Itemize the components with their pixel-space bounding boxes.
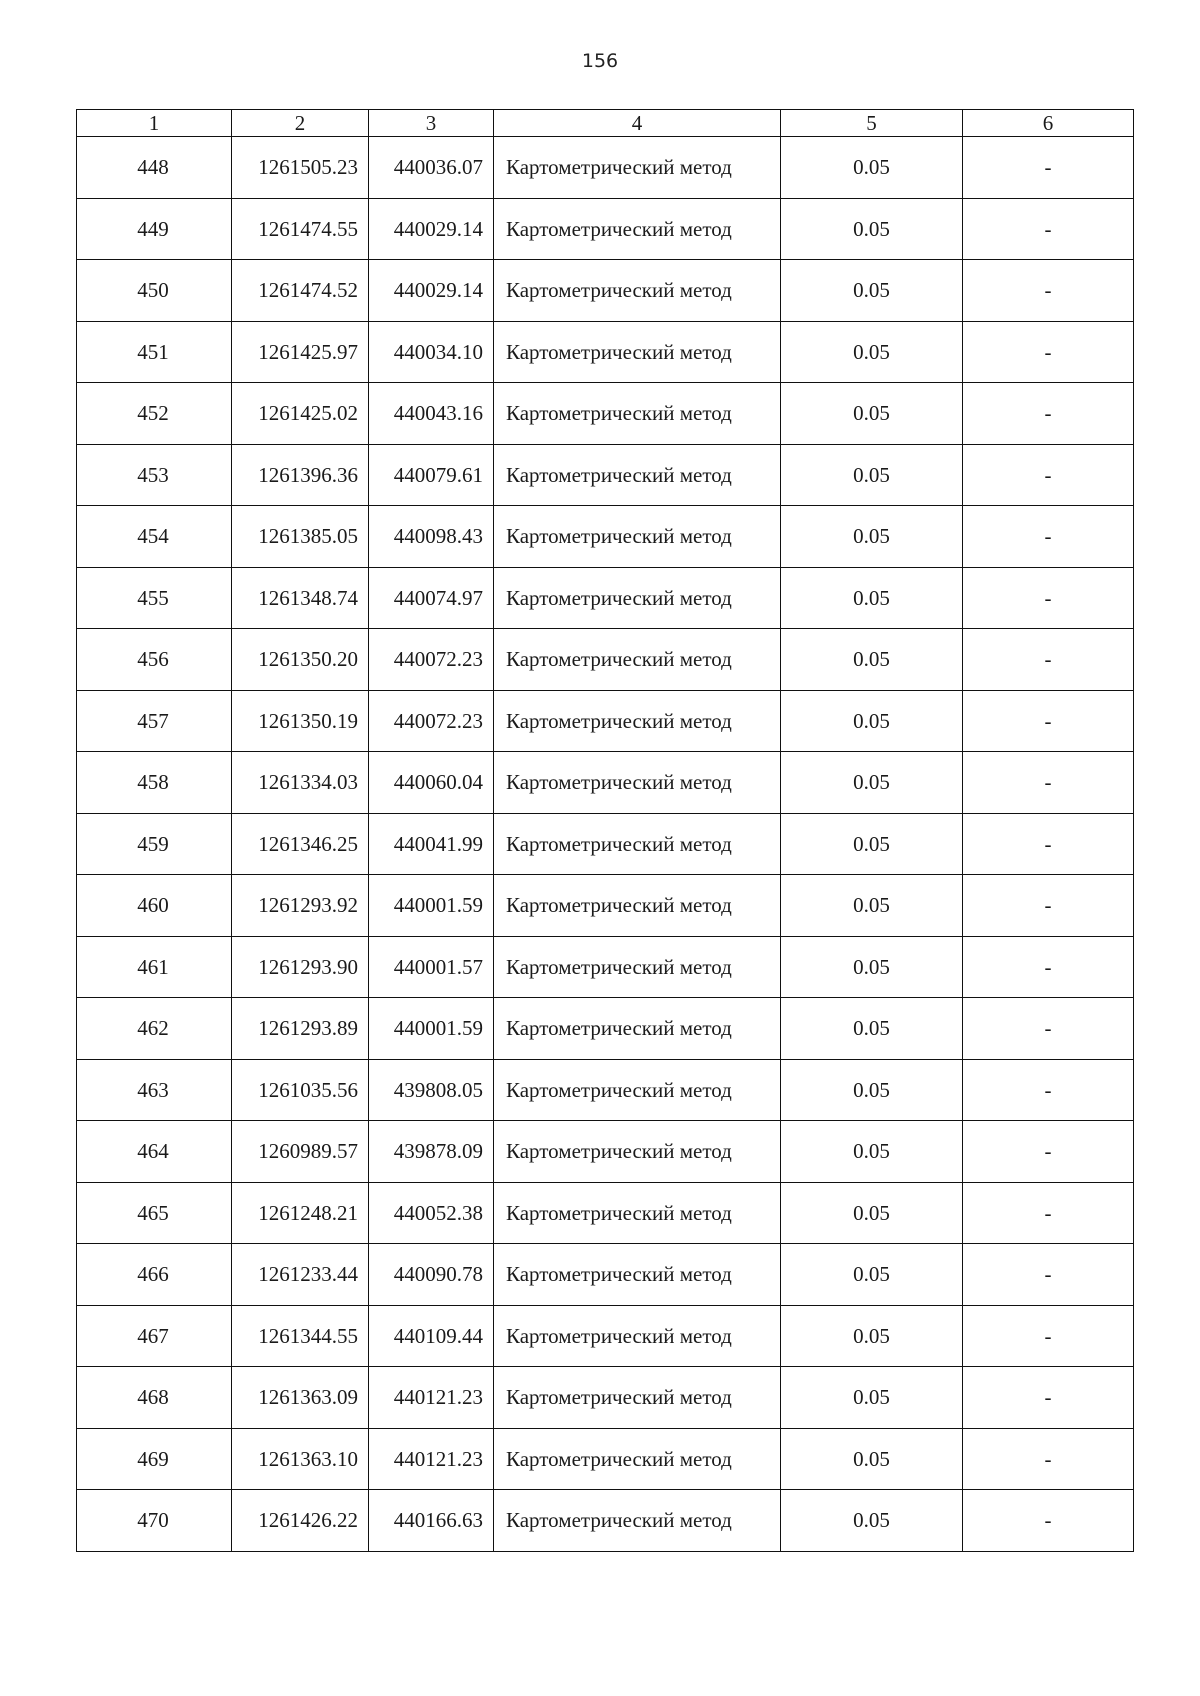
note-cell: -: [963, 1490, 1134, 1552]
x-coordinate-cell: 1261474.55: [232, 198, 369, 260]
y-coordinate-cell: 439808.05: [369, 1059, 494, 1121]
accuracy-cell: 0.05: [781, 813, 963, 875]
accuracy-cell: 0.05: [781, 198, 963, 260]
x-coordinate-cell: 1261248.21: [232, 1182, 369, 1244]
note-cell: -: [963, 1244, 1134, 1306]
table-row: [77, 321, 1134, 383]
y-coordinate-cell: 440001.59: [369, 875, 494, 937]
method-cell: Картометрический метод: [494, 260, 781, 322]
point-number-cell: 463: [77, 1059, 232, 1121]
note-cell: -: [963, 1305, 1134, 1367]
point-number-cell: 466: [77, 1244, 232, 1306]
x-coordinate-cell: 1261346.25: [232, 813, 369, 875]
table-row: [77, 383, 1134, 445]
y-coordinate-cell: 440060.04: [369, 752, 494, 814]
method-cell: Картометрический метод: [494, 1367, 781, 1429]
point-number-cell: 457: [77, 690, 232, 752]
column-header-3: 3: [369, 110, 494, 137]
method-cell: Картометрический метод: [494, 1305, 781, 1367]
point-number-cell: 468: [77, 1367, 232, 1429]
method-cell: Картометрический метод: [494, 321, 781, 383]
table-row: [77, 1121, 1134, 1183]
accuracy-cell: 0.05: [781, 1305, 963, 1367]
accuracy-cell: 0.05: [781, 875, 963, 937]
table-row: [77, 629, 1134, 691]
method-cell: Картометрический метод: [494, 752, 781, 814]
table-row: [77, 506, 1134, 568]
accuracy-cell: 0.05: [781, 1244, 963, 1306]
x-coordinate-cell: 1261363.10: [232, 1428, 369, 1490]
x-coordinate-cell: 1261293.90: [232, 936, 369, 998]
y-coordinate-cell: 440034.10: [369, 321, 494, 383]
accuracy-cell: 0.05: [781, 1428, 963, 1490]
note-cell: -: [963, 752, 1134, 814]
note-cell: -: [963, 1428, 1134, 1490]
x-coordinate-cell: 1261035.56: [232, 1059, 369, 1121]
note-cell: -: [963, 629, 1134, 691]
y-coordinate-cell: 440041.99: [369, 813, 494, 875]
accuracy-cell: 0.05: [781, 1490, 963, 1552]
y-coordinate-cell: 440121.23: [369, 1428, 494, 1490]
method-cell: Картометрический метод: [494, 1059, 781, 1121]
point-number-cell: 459: [77, 813, 232, 875]
point-number-cell: 451: [77, 321, 232, 383]
note-cell: -: [963, 936, 1134, 998]
table-body: [77, 137, 1134, 1552]
x-coordinate-cell: 1261425.02: [232, 383, 369, 445]
x-coordinate-cell: 1261363.09: [232, 1367, 369, 1429]
y-coordinate-cell: 440029.14: [369, 260, 494, 322]
method-cell: Картометрический метод: [494, 506, 781, 568]
point-number-cell: 467: [77, 1305, 232, 1367]
note-cell: -: [963, 1182, 1134, 1244]
point-number-cell: 453: [77, 444, 232, 506]
y-coordinate-cell: 440029.14: [369, 198, 494, 260]
method-cell: Картометрический метод: [494, 444, 781, 506]
x-coordinate-cell: 1261385.05: [232, 506, 369, 568]
y-coordinate-cell: 440072.23: [369, 629, 494, 691]
table-row: [77, 752, 1134, 814]
accuracy-cell: 0.05: [781, 1121, 963, 1183]
accuracy-cell: 0.05: [781, 383, 963, 445]
x-coordinate-cell: 1261350.19: [232, 690, 369, 752]
point-number-cell: 449: [77, 198, 232, 260]
x-coordinate-cell: 1261350.20: [232, 629, 369, 691]
y-coordinate-cell: 440090.78: [369, 1244, 494, 1306]
note-cell: -: [963, 137, 1134, 199]
method-cell: Картометрический метод: [494, 1121, 781, 1183]
column-header-1: 1: [77, 110, 232, 137]
x-coordinate-cell: 1261474.52: [232, 260, 369, 322]
note-cell: -: [963, 690, 1134, 752]
accuracy-cell: 0.05: [781, 444, 963, 506]
accuracy-cell: 0.05: [781, 137, 963, 199]
y-coordinate-cell: 440079.61: [369, 444, 494, 506]
table-row: [77, 1490, 1134, 1552]
point-number-cell: 464: [77, 1121, 232, 1183]
x-coordinate-cell: 1261426.22: [232, 1490, 369, 1552]
method-cell: Картометрический метод: [494, 383, 781, 445]
page-number: 156: [581, 50, 619, 72]
point-number-cell: 455: [77, 567, 232, 629]
point-number-cell: 448: [77, 137, 232, 199]
point-number-cell: 461: [77, 936, 232, 998]
column-header-4: 4: [494, 110, 781, 137]
method-cell: Картометрический метод: [494, 875, 781, 937]
table-row: [77, 1182, 1134, 1244]
table-row: [77, 444, 1134, 506]
table-row: [77, 1244, 1134, 1306]
note-cell: -: [963, 198, 1134, 260]
note-cell: -: [963, 1121, 1134, 1183]
y-coordinate-cell: 440074.97: [369, 567, 494, 629]
point-number-cell: 462: [77, 998, 232, 1060]
y-coordinate-cell: 440121.23: [369, 1367, 494, 1429]
note-cell: -: [963, 998, 1134, 1060]
y-coordinate-cell: 439878.09: [369, 1121, 494, 1183]
note-cell: -: [963, 506, 1134, 568]
table-row: [77, 567, 1134, 629]
method-cell: Картометрический метод: [494, 1182, 781, 1244]
point-number-cell: 456: [77, 629, 232, 691]
method-cell: Картометрический метод: [494, 1428, 781, 1490]
method-cell: Картометрический метод: [494, 998, 781, 1060]
y-coordinate-cell: 440072.23: [369, 690, 494, 752]
accuracy-cell: 0.05: [781, 629, 963, 691]
method-cell: Картометрический метод: [494, 567, 781, 629]
method-cell: Картометрический метод: [494, 198, 781, 260]
point-number-cell: 465: [77, 1182, 232, 1244]
note-cell: -: [963, 383, 1134, 445]
accuracy-cell: 0.05: [781, 506, 963, 568]
accuracy-cell: 0.05: [781, 1059, 963, 1121]
coordinates-table: [76, 109, 1134, 1552]
point-number-cell: 454: [77, 506, 232, 568]
method-cell: Картометрический метод: [494, 936, 781, 998]
table-row: [77, 936, 1134, 998]
point-number-cell: 460: [77, 875, 232, 937]
y-coordinate-cell: 440109.44: [369, 1305, 494, 1367]
table-row: [77, 998, 1134, 1060]
note-cell: -: [963, 444, 1134, 506]
x-coordinate-cell: 1261293.92: [232, 875, 369, 937]
x-coordinate-cell: 1261348.74: [232, 567, 369, 629]
accuracy-cell: 0.05: [781, 690, 963, 752]
accuracy-cell: 0.05: [781, 936, 963, 998]
header-row: [77, 110, 1134, 137]
point-number-cell: 469: [77, 1428, 232, 1490]
y-coordinate-cell: 440098.43: [369, 506, 494, 568]
point-number-cell: 458: [77, 752, 232, 814]
table-row: [77, 690, 1134, 752]
method-cell: Картометрический метод: [494, 629, 781, 691]
x-coordinate-cell: 1260989.57: [232, 1121, 369, 1183]
point-number-cell: 450: [77, 260, 232, 322]
y-coordinate-cell: 440001.59: [369, 998, 494, 1060]
accuracy-cell: 0.05: [781, 321, 963, 383]
table-row: [77, 198, 1134, 260]
table-row: [77, 1428, 1134, 1490]
accuracy-cell: 0.05: [781, 1367, 963, 1429]
method-cell: Картометрический метод: [494, 1490, 781, 1552]
note-cell: -: [963, 1367, 1134, 1429]
table-row: [77, 1059, 1134, 1121]
accuracy-cell: 0.05: [781, 567, 963, 629]
note-cell: -: [963, 1059, 1134, 1121]
method-cell: Картометрический метод: [494, 690, 781, 752]
y-coordinate-cell: 440043.16: [369, 383, 494, 445]
point-number-cell: 452: [77, 383, 232, 445]
accuracy-cell: 0.05: [781, 260, 963, 322]
table-row: [77, 1367, 1134, 1429]
point-number-cell: 470: [77, 1490, 232, 1552]
table-header: [77, 110, 1134, 137]
column-header-2: 2: [232, 110, 369, 137]
table-row: [77, 260, 1134, 322]
table-row: [77, 875, 1134, 937]
column-header-6: 6: [963, 110, 1134, 137]
accuracy-cell: 0.05: [781, 1182, 963, 1244]
note-cell: -: [963, 813, 1134, 875]
method-cell: Картометрический метод: [494, 813, 781, 875]
x-coordinate-cell: 1261233.44: [232, 1244, 369, 1306]
y-coordinate-cell: 440001.57: [369, 936, 494, 998]
note-cell: -: [963, 260, 1134, 322]
note-cell: -: [963, 321, 1134, 383]
y-coordinate-cell: 440052.38: [369, 1182, 494, 1244]
note-cell: -: [963, 875, 1134, 937]
accuracy-cell: 0.05: [781, 998, 963, 1060]
accuracy-cell: 0.05: [781, 752, 963, 814]
x-coordinate-cell: 1261293.89: [232, 998, 369, 1060]
table-row: [77, 1305, 1134, 1367]
y-coordinate-cell: 440036.07: [369, 137, 494, 199]
x-coordinate-cell: 1261344.55: [232, 1305, 369, 1367]
x-coordinate-cell: 1261505.23: [232, 137, 369, 199]
method-cell: Картометрический метод: [494, 1244, 781, 1306]
method-cell: Картометрический метод: [494, 137, 781, 199]
x-coordinate-cell: 1261334.03: [232, 752, 369, 814]
table-row: [77, 813, 1134, 875]
x-coordinate-cell: 1261396.36: [232, 444, 369, 506]
y-coordinate-cell: 440166.63: [369, 1490, 494, 1552]
column-header-5: 5: [781, 110, 963, 137]
note-cell: -: [963, 567, 1134, 629]
table-row: [77, 137, 1134, 199]
x-coordinate-cell: 1261425.97: [232, 321, 369, 383]
